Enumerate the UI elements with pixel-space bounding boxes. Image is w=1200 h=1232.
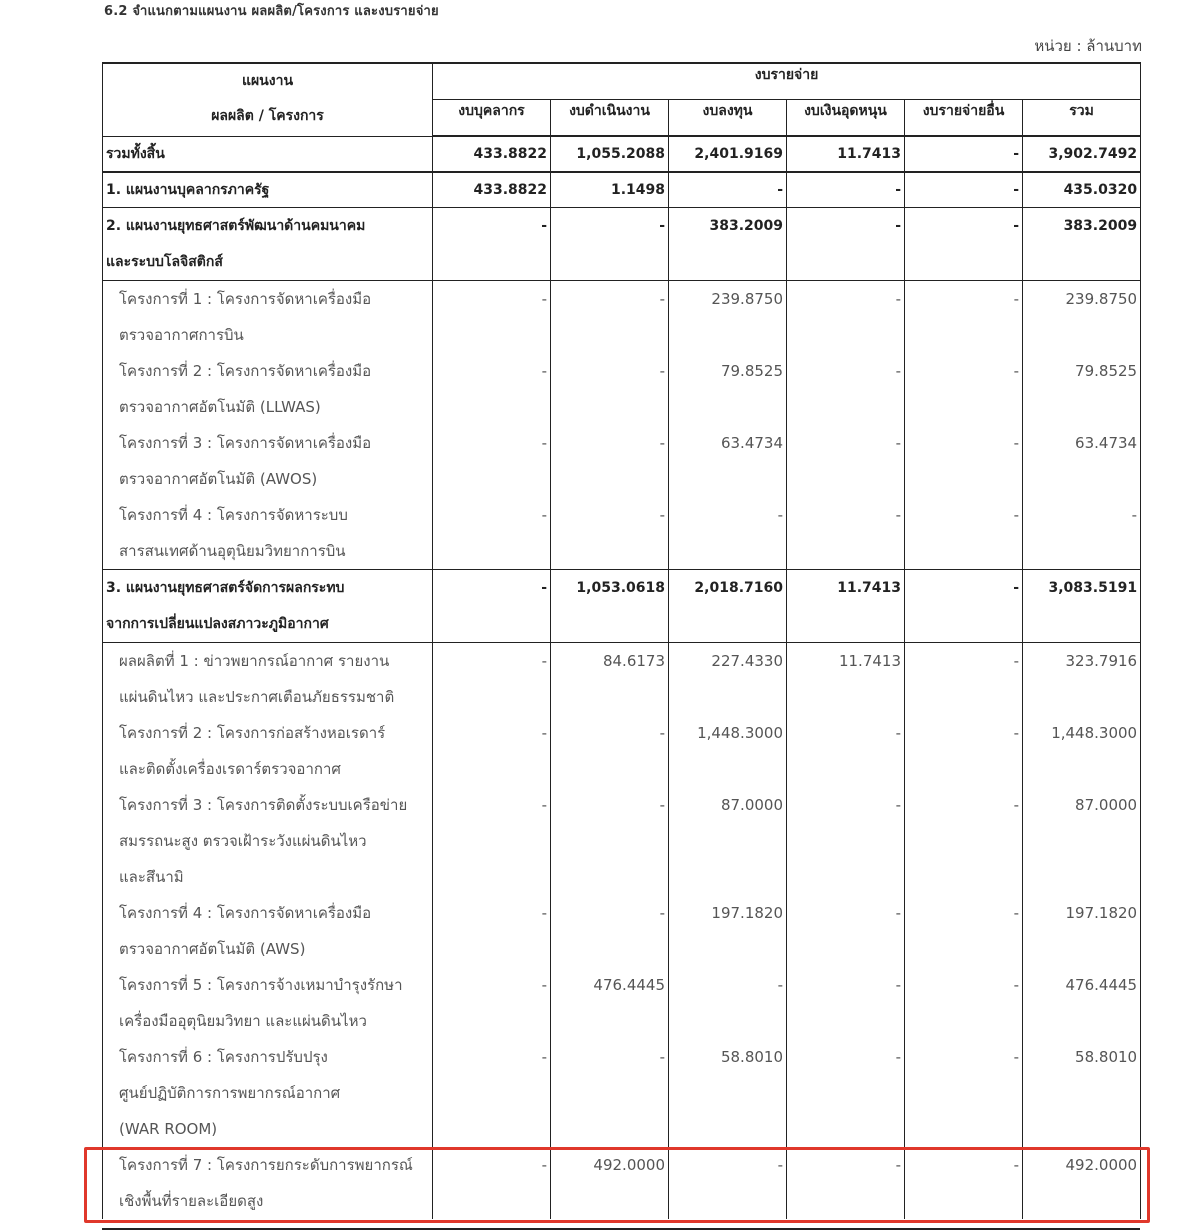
plan-header-line2: ผลผลิต / โครงการ	[211, 108, 324, 124]
row-label	[103, 208, 433, 281]
cell-subsidy: -	[787, 353, 905, 425]
budget-header: งบรายจ่าย	[433, 63, 1141, 100]
plan-header-line1: แผนงาน	[241, 73, 294, 89]
project-row	[103, 497, 1141, 570]
row-label	[103, 715, 433, 787]
row-label	[103, 353, 433, 425]
cell-total: 3,083.5191	[1023, 570, 1141, 643]
row-label-line: โครงการที่ 5 : โครงการจ้างเหมาบำรุงรักษา	[119, 976, 403, 994]
cell-personnel: 433.8822	[433, 136, 551, 172]
cell-personnel: 433.8822	[433, 172, 551, 208]
cell-total: 383.2009	[1023, 208, 1141, 281]
row-label-line: ศูนย์ปฏิบัติการการพยากรณ์อากาศ	[119, 1084, 341, 1102]
cell-personnel: -	[433, 787, 551, 895]
cell-operating: 476.4445	[551, 967, 669, 1039]
cell-subsidy: -	[787, 1147, 905, 1219]
cell-total: 87.0000	[1023, 787, 1141, 895]
project-row	[103, 967, 1141, 1039]
project-row	[103, 281, 1141, 354]
row-label	[103, 172, 433, 208]
col-header-personnel: งบบุคลากร	[433, 100, 551, 137]
row-label-line: และติดตั้งเครื่องเรดาร์ตรวจอากาศ	[119, 760, 341, 778]
cell-other: -	[905, 353, 1023, 425]
cell-subsidy: -	[787, 425, 905, 497]
row-label	[103, 136, 433, 172]
cell-subsidy: -	[787, 1039, 905, 1147]
project-row	[103, 643, 1141, 716]
cell-operating: 1.1498	[551, 172, 669, 208]
cell-operating: 1,055.2088	[551, 136, 669, 172]
cell-other: -	[905, 497, 1023, 570]
cell-subsidy: -	[787, 281, 905, 354]
cell-personnel: -	[433, 967, 551, 1039]
cell-operating: 492.0000	[551, 1147, 669, 1219]
row-label-line: โครงการที่ 6 : โครงการปรับปรุง	[119, 1048, 328, 1066]
project-row	[103, 1039, 1141, 1147]
cell-total: 476.4445	[1023, 967, 1141, 1039]
cell-total: 492.0000	[1023, 1147, 1141, 1219]
cell-investment: 383.2009	[669, 208, 787, 281]
cell-other: -	[905, 967, 1023, 1039]
budget-table	[102, 62, 1141, 1219]
row-label-line: สมรรถนะสูง ตรวจเฝ้าระวังแผ่นดินไหว	[119, 832, 367, 850]
cell-total: 58.8010	[1023, 1039, 1141, 1147]
row-label-line: (WAR ROOM)	[119, 1120, 218, 1138]
cell-other: -	[905, 208, 1023, 281]
cell-subsidy: -	[787, 895, 905, 967]
cell-operating: -	[551, 497, 669, 570]
row-label-line: ผลผลิตที่ 1 : ข่าวพยากรณ์อากาศ รายงาน	[119, 652, 390, 670]
cell-other: -	[905, 1147, 1023, 1219]
cell-investment: -	[669, 497, 787, 570]
cell-other: -	[905, 570, 1023, 643]
cell-personnel: -	[433, 497, 551, 570]
row-label	[103, 787, 433, 895]
cell-total: 323.7916	[1023, 643, 1141, 716]
row-label-line: โครงการที่ 2 : โครงการจัดหาเครื่องมือ	[119, 362, 372, 380]
project-row	[103, 895, 1141, 967]
project-row	[103, 1147, 1141, 1219]
cell-total: 63.4734	[1023, 425, 1141, 497]
row-label-line: โครงการที่ 3 : โครงการจัดหาเครื่องมือ	[119, 434, 372, 452]
cell-subsidy: -	[787, 172, 905, 208]
row-label-line: แผ่นดินไหว และประกาศเตือนภัยธรรมชาติ	[119, 688, 395, 706]
cell-investment: 79.8525	[669, 353, 787, 425]
cell-investment: 2,401.9169	[669, 136, 787, 172]
cell-total: 1,448.3000	[1023, 715, 1141, 787]
row-label-line: ตรวจอากาศอัตโนมัติ (AWS)	[119, 940, 306, 958]
cell-investment: 2,018.7160	[669, 570, 787, 643]
total-row	[103, 136, 1141, 172]
cell-personnel: -	[433, 281, 551, 354]
unit-note: หน่วย : ล้านบาท	[1034, 37, 1142, 55]
cell-total: 435.0320	[1023, 172, 1141, 208]
cell-personnel: -	[433, 1147, 551, 1219]
cell-subsidy: -	[787, 967, 905, 1039]
cell-subsidy: -	[787, 208, 905, 281]
cell-investment: -	[669, 172, 787, 208]
row-label	[103, 643, 433, 716]
cell-subsidy: -	[787, 497, 905, 570]
project-row	[103, 715, 1141, 787]
cell-other: -	[905, 136, 1023, 172]
cell-investment: 197.1820	[669, 895, 787, 967]
cell-other: -	[905, 643, 1023, 716]
col-header-subsidy: งบเงินอุดหนุน	[787, 100, 905, 137]
project-row	[103, 787, 1141, 895]
row-label-line: โครงการที่ 3 : โครงการติดตั้งระบบเครือข่าย	[119, 796, 408, 814]
cell-subsidy: 11.7413	[787, 136, 905, 172]
row-label-line: และระบบโลจิสติกส์	[106, 254, 223, 270]
plan-row	[103, 570, 1141, 643]
row-label	[103, 497, 433, 570]
document-title: 6.2 จำแนกตามแผนงาน ผลผลิต/โครงการ และงบรายจ่าย	[104, 4, 439, 19]
cell-personnel: -	[433, 715, 551, 787]
cell-total: 3,902.7492	[1023, 136, 1141, 172]
row-label-line: และสึนามิ	[119, 868, 184, 886]
cell-operating: -	[551, 787, 669, 895]
cell-operating: -	[551, 425, 669, 497]
row-label	[103, 967, 433, 1039]
cell-personnel: -	[433, 1039, 551, 1147]
cell-subsidy: 11.7413	[787, 570, 905, 643]
cell-operating: -	[551, 208, 669, 281]
cell-total: 197.1820	[1023, 895, 1141, 967]
row-label-line: โครงการที่ 2 : โครงการก่อสร้างหอเรดาร์	[119, 724, 386, 742]
cell-total: 79.8525	[1023, 353, 1141, 425]
row-label	[103, 1039, 433, 1147]
cell-operating: 84.6173	[551, 643, 669, 716]
row-label-line: จากการเปลี่ยนแปลงสภาวะภูมิอากาศ	[106, 616, 329, 632]
row-label-line: ตรวจอากาศอัตโนมัติ (LLWAS)	[119, 398, 321, 416]
cell-other: -	[905, 281, 1023, 354]
cell-operating: -	[551, 715, 669, 787]
row-label-line: 3. แผนงานยุทธศาสตร์จัดการผลกระทบ	[106, 580, 345, 596]
cell-operating: 1,053.0618	[551, 570, 669, 643]
row-label	[103, 425, 433, 497]
cell-other: -	[905, 425, 1023, 497]
col-header-investment: งบลงทุน	[669, 100, 787, 137]
plan-header	[103, 63, 433, 136]
cell-investment: 1,448.3000	[669, 715, 787, 787]
plan-row	[103, 208, 1141, 281]
cell-operating: -	[551, 281, 669, 354]
cell-investment: 227.4330	[669, 643, 787, 716]
cell-investment: 87.0000	[669, 787, 787, 895]
cell-subsidy: -	[787, 787, 905, 895]
cell-other: -	[905, 715, 1023, 787]
row-label-line: 1. แผนงานบุคลากรภาครัฐ	[106, 182, 270, 198]
cell-other: -	[905, 172, 1023, 208]
project-row	[103, 353, 1141, 425]
cell-investment: 63.4734	[669, 425, 787, 497]
cell-personnel: -	[433, 353, 551, 425]
cell-personnel: -	[433, 570, 551, 643]
col-header-operating: งบดำเนินงาน	[551, 100, 669, 137]
row-label-line: ตรวจอากาศการบิน	[119, 326, 244, 344]
col-header-total: รวม	[1023, 100, 1141, 137]
row-label-line: สารสนเทศด้านอุตุนิยมวิทยาการบิน	[119, 542, 346, 560]
cell-total: -	[1023, 497, 1141, 570]
row-label-line: ตรวจอากาศอัตโนมัติ (AWOS)	[119, 470, 318, 488]
cell-investment: 58.8010	[669, 1039, 787, 1147]
row-label-line: โครงการที่ 7 : โครงการยกระดับการพยากรณ์	[119, 1156, 413, 1174]
project-row	[103, 425, 1141, 497]
bottom-rule	[102, 1228, 1140, 1230]
row-label-line: เครื่องมืออุตุนิยมวิทยา และแผ่นดินไหว	[119, 1012, 367, 1030]
row-label	[103, 281, 433, 354]
cell-investment: -	[669, 967, 787, 1039]
cell-other: -	[905, 1039, 1023, 1147]
cell-personnel: -	[433, 208, 551, 281]
row-label-line: โครงการที่ 4 : โครงการจัดหาระบบ	[119, 506, 348, 524]
row-label	[103, 1147, 433, 1219]
cell-other: -	[905, 787, 1023, 895]
row-label-line: 2. แผนงานยุทธศาสตร์พัฒนาด้านคมนาคม	[106, 218, 366, 234]
cell-operating: -	[551, 1039, 669, 1147]
cell-operating: -	[551, 895, 669, 967]
row-label-line: โครงการที่ 4 : โครงการจัดหาเครื่องมือ	[119, 904, 372, 922]
cell-other: -	[905, 895, 1023, 967]
cell-personnel: -	[433, 425, 551, 497]
cell-investment: 239.8750	[669, 281, 787, 354]
cell-total: 239.8750	[1023, 281, 1141, 354]
row-label-line: โครงการที่ 1 : โครงการจัดหาเครื่องมือ	[119, 290, 372, 308]
cell-subsidy: -	[787, 715, 905, 787]
table-body	[103, 136, 1141, 1219]
cell-personnel: -	[433, 643, 551, 716]
cell-personnel: -	[433, 895, 551, 967]
row-label	[103, 570, 433, 643]
row-label	[103, 895, 433, 967]
row-label-line: รวมทั้งสิ้น	[106, 145, 165, 162]
cell-investment: -	[669, 1147, 787, 1219]
cell-subsidy: 11.7413	[787, 643, 905, 716]
cell-operating: -	[551, 353, 669, 425]
plan-row	[103, 172, 1141, 208]
row-label-line: เชิงพื้นที่รายละเอียดสูง	[119, 1192, 264, 1210]
col-header-other: งบรายจ่ายอื่น	[905, 100, 1023, 137]
